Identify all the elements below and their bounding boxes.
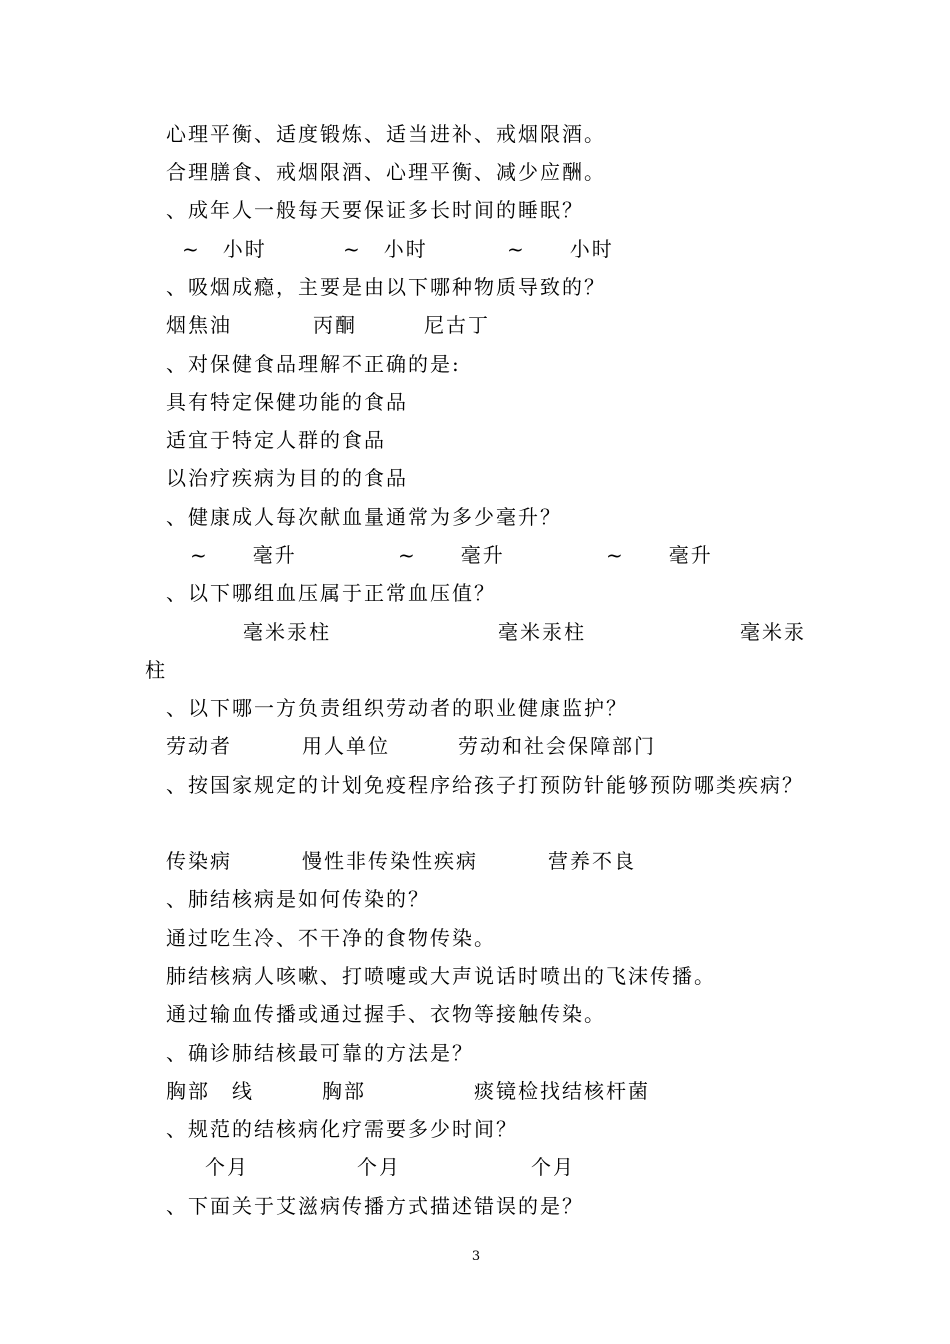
option-tb-time-c: 个月 (531, 1155, 575, 1179)
option-bp-b: 毫米汞柱 (498, 620, 586, 644)
option-bp-a: 毫米汞柱 (243, 620, 331, 644)
option-monitor-b: 用人单位 (302, 734, 390, 758)
option-bp-c: 毫米汞 (740, 620, 806, 644)
option-vaccine-b: 慢性非传染性疾病 (302, 849, 478, 873)
option-smoke-a: 烟焦油 (166, 313, 232, 337)
option-health-food-a: 具有特定保健功能的食品 (166, 390, 408, 414)
option-tb-diagnosis-c: 痰镜检找结核杆菌 (474, 1079, 650, 1103)
page-number: 3 (471, 1249, 481, 1264)
option-health-food-b: 适宜于特定人群的食品 (166, 428, 386, 452)
option-sleep-a: ~ 小时 (182, 237, 267, 261)
option-health-food-c: 以治疗疾病为目的的食品 (166, 466, 408, 490)
option-monitor-c: 劳动和社会保障部门 (458, 734, 656, 758)
question-vaccine: 、按国家规定的计划免疫程序给孩子打预防针能够预防哪类疾病？ (166, 773, 804, 797)
option-blood-c: ~ 毫升 (606, 543, 713, 567)
option-blood-a: ~ 毫升 (190, 543, 297, 567)
question-aids: 、下面关于艾滋病传播方式描述错误的是？ (166, 1194, 584, 1218)
option-bp-c-wrap: 柱 (145, 658, 167, 682)
option-monitor-a: 劳动者 (166, 734, 232, 758)
question-tb-time: 、规范的结核病化疗需要多少时间？ (166, 1117, 518, 1141)
option-vaccine-a: 传染病 (166, 849, 232, 873)
question-smoke: 、吸烟成瘾，主要是由以下哪种物质导致的？ (166, 275, 606, 299)
question-monitor: 、以下哪一方负责组织劳动者的职业健康监护？ (166, 696, 628, 720)
question-sleep: 、成年人一般每天要保证多长时间的睡眠？ (166, 198, 584, 222)
option-tb-spread-c: 通过输血传播或通过握手、衣物等接触传染。 (166, 1002, 606, 1026)
option-smoke-b: 丙酮 (313, 313, 357, 337)
option-tb-spread-b: 肺结核病人咳嗽、打喷嚏或大声说话时喷出的飞沫传播。 (166, 964, 716, 988)
question-tb-diagnosis: 、确诊肺结核最可靠的方法是？ (166, 1041, 474, 1065)
question-health-food: 、对保健食品理解不正确的是: (166, 352, 461, 376)
option-tb-time-b: 个月 (357, 1155, 401, 1179)
question-tb-spread: 、肺结核病是如何传染的？ (166, 887, 430, 911)
option-tb-time-a: 个月 (205, 1155, 249, 1179)
option-tb-diagnosis-a: 胸部 线 (166, 1079, 254, 1103)
option-blood-b: ~ 毫升 (398, 543, 505, 567)
question-blood: 、健康成人每次献血量通常为多少毫升？ (166, 505, 562, 529)
option-tb-diagnosis-b: 胸部 (322, 1079, 366, 1103)
option-smoke-c: 尼古丁 (424, 313, 490, 337)
question-bp: 、以下哪组血压属于正常血压值？ (166, 581, 496, 605)
option-sleep-b: ~ 小时 (343, 237, 428, 261)
answer-line: 心理平衡、适度锻炼、适当进补、戒烟限酒。 (166, 122, 606, 146)
option-tb-spread-a: 通过吃生冷、不干净的食物传染。 (166, 926, 496, 950)
option-vaccine-c: 营养不良 (548, 849, 636, 873)
answer-line: 合理膳食、戒烟限酒、心理平衡、减少应酬。 (166, 160, 606, 184)
option-sleep-c: ~ 小时 (507, 237, 614, 261)
